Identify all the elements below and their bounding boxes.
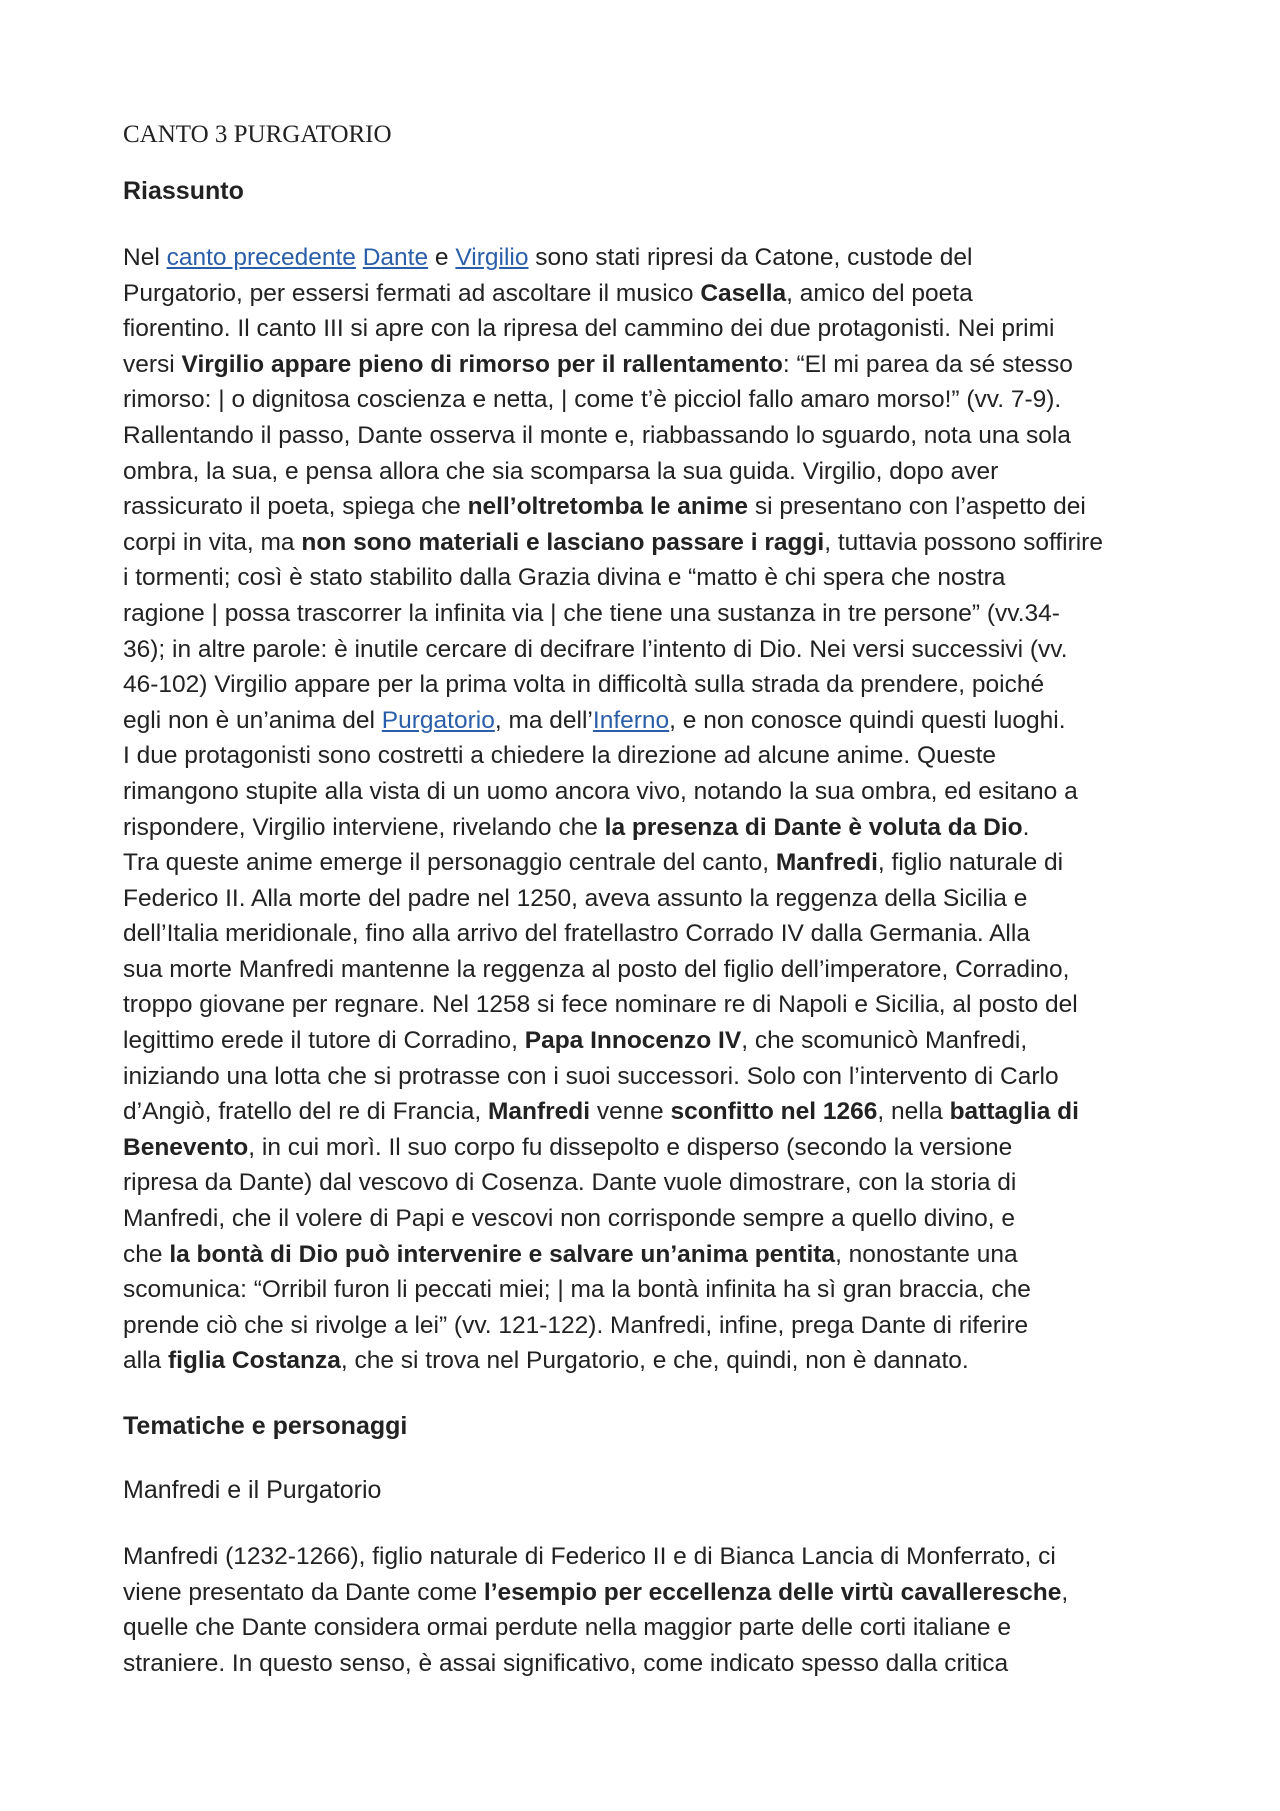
text-line: scomunica: “Orribil furon li peccati miei; | ma la bontà infinita ha sì gran braccia, che (123, 1276, 1031, 1304)
link-virgilio[interactable]: Virgilio (455, 244, 529, 271)
link-canto-precedente[interactable]: canto precedente (166, 244, 356, 271)
link-inferno[interactable]: Inferno (592, 706, 670, 734)
text-line: rimangono stupite alla vista di un uomo ancora vivo, notando la sua ombra, ed esitano a (123, 777, 1078, 805)
text-line: rimorso: | o dignitosa coscienza e netta, | come t’è picciol fallo amaro morso!” (vv. 7-9). (123, 386, 1062, 414)
text: Tra queste anime emerge il personaggio centrale del canto, (123, 849, 776, 877)
text: alla (123, 1347, 168, 1375)
text: che (123, 1240, 170, 1268)
bold-text: battaglia di (949, 1098, 1079, 1126)
text: : “El mi parea da sé stesso (782, 350, 1073, 378)
document-title: CANTO 3 PURGATORIO (123, 121, 392, 148)
text: , amico del poeta (786, 279, 973, 307)
text: , in cui morì. Il suo corpo fu dissepolto e disperso (secondo la versione (248, 1133, 1013, 1161)
text: . (1022, 813, 1030, 841)
text-line: ombra, la sua, e pensa allora che sia scomparsa la sua guida. Virgilio, dopo aver (123, 457, 999, 485)
bold-text: Benevento (123, 1133, 249, 1161)
text: rassicurato il poeta, spiega che (123, 493, 468, 521)
text-line: sua morte Manfredi mantenne la reggenza al posto del figlio dell’imperatore, Corradino, (123, 955, 1070, 983)
text-line: straniere. In questo senso, è assai significativo, come indicato spesso dalla critica (123, 1649, 1009, 1677)
text-line: Rallentando il passo, Dante osserva il monte e, riabbassando lo sguardo, nota una sola (123, 421, 1071, 449)
text-line: Manfredi (1232-1266), figlio naturale di Federico II e di Bianca Lancia di Monferrato, ci (123, 1543, 1056, 1570)
text-line (123, 1023, 1170, 1059)
text: corpi in vita, ma (123, 528, 302, 556)
text-line (123, 347, 1170, 383)
text-line: fiorentino. Il canto III si apre con la ripresa del cammino dei due protagonisti. Nei primi (123, 315, 1055, 343)
text-line (123, 525, 1170, 561)
text-line (123, 845, 1170, 881)
text: Purgatorio, per essersi fermati ad ascoltare il musico (123, 279, 701, 307)
text: viene presentato da Dante come (123, 1578, 484, 1606)
bold-text: Papa Innocenzo IV (524, 1027, 742, 1055)
text: legittimo erede il tutore di Corradino, (123, 1027, 525, 1055)
text: , (1061, 1578, 1069, 1606)
text: d’Angiò, fratello del re di Francia, (123, 1098, 488, 1126)
text: , e non conosce quindi questi luoghi. (669, 706, 1066, 734)
bold-text: sconfitto nel 1266 (670, 1098, 878, 1126)
section-heading-tematiche: Tematiche e personaggi (123, 1412, 408, 1440)
text-line: troppo giovane per regnare. Nel 1258 si fece nominare re di Napoli e Sicilia, al posto del (123, 991, 1078, 1019)
bold-text: Casella (700, 279, 787, 307)
text: , nella (877, 1098, 950, 1126)
text-line (123, 1094, 1170, 1130)
text-line: Federico II. Alla morte del padre nel 1250, aveva assunto la reggenza della Sicilia e (123, 884, 1028, 912)
text-line: Manfredi, che il volere di Papi e vescovi non corrisponde sempre a quello divino, e (123, 1205, 1016, 1233)
text: egli non è un’anima del (123, 706, 382, 734)
text: Nel (123, 244, 167, 271)
bold-text: nell’oltretomba le anime (467, 493, 749, 521)
text-line (123, 810, 1170, 846)
text: , figlio naturale di (877, 849, 1064, 877)
link-purgatorio[interactable]: Purgatorio (381, 706, 495, 734)
text-line (123, 1575, 1170, 1611)
summary-paragraph (123, 240, 1170, 1379)
bold-text: figlia Costanza (167, 1347, 341, 1375)
text-line (123, 703, 1170, 739)
text-line (123, 1130, 1170, 1166)
text-line: dell’Italia meridionale, fino alla arrivo del fratellastro Corrado IV dalla Germania. Alla (123, 920, 1030, 948)
bold-text: Manfredi (487, 1098, 591, 1126)
text: , tuttavia possono soffirire (824, 528, 1103, 556)
text-line: iniziando una lotta che si protrasse con i suoi successori. Solo con l’intervento di Carlo (123, 1062, 1059, 1090)
text-line: prende ciò che si rivolge a lei” (vv. 121-122). Manfredi, infine, prega Dante di riferire (123, 1311, 1029, 1339)
bold-text: la bontà di Dio può intervenire e salvare un’anima pentita (169, 1240, 836, 1268)
text: rispondere, Virgilio interviene, rivelando che (123, 813, 605, 841)
text (356, 244, 363, 271)
text-line: 36); in altre parole: è inutile cercare di decifrare l’intento di Dio. Nei versi successivi (vv. (123, 635, 1068, 663)
text-line: ragione | possa trascorrer la infinita via | che tiene una sustanza in tre persone” (vv.34- (123, 599, 1060, 627)
text-line: quelle che Dante considera ormai perdute nella maggior parte delle corti italiane e (123, 1614, 1011, 1642)
text: , che scomunicò Manfredi, (741, 1027, 1028, 1055)
text: venne (590, 1098, 671, 1126)
text: versi (123, 350, 182, 378)
link-dante[interactable]: Dante (362, 244, 429, 271)
text-line: ripresa da Dante) dal vescovo di Cosenza. Dante vuole dimostrare, con la storia di (123, 1169, 1017, 1197)
text: si presentano con l’aspetto dei (748, 493, 1086, 521)
text-line (123, 1237, 1170, 1273)
text-line (123, 276, 1170, 312)
section-heading-riassunto: Riassunto (123, 177, 244, 205)
text-line: i tormenti; così è stato stabilito dalla Grazia divina e “matto è chi spera che nostra (123, 564, 1006, 592)
subsection-heading-manfredi: Manfredi e il Purgatorio (123, 1476, 382, 1504)
bold-text: l’esempio per eccellenza delle virtù cavalleresche (483, 1578, 1062, 1606)
text-line: I due protagonisti sono costretti a chiedere la direzione ad alcune anime. Queste (123, 742, 997, 770)
bold-text: Manfredi (775, 849, 878, 877)
text: , nonostante una (835, 1240, 1018, 1268)
text-line (123, 489, 1170, 525)
bold-text: non sono materiali e lasciano passare i raggi (301, 528, 825, 556)
bold-text: Virgilio appare pieno di rimorso per il rallentamento (181, 350, 783, 378)
text: e (428, 244, 456, 271)
text: sono stati ripresi da Catone, custode del (528, 244, 973, 271)
text-line (123, 1343, 1170, 1379)
text-line (123, 240, 1170, 276)
text: , che si trova nel Purgatorio, e che, quindi, non è dannato. (340, 1347, 969, 1375)
text-line: 46-102) Virgilio appare per la prima volta in difficoltà sulla strada da prendere, poiché (123, 671, 1045, 699)
manfredi-paragraph (123, 1539, 1170, 1681)
bold-text: la presenza di Dante è voluta da Dio (604, 813, 1023, 841)
text: , ma dell’ (494, 706, 593, 734)
